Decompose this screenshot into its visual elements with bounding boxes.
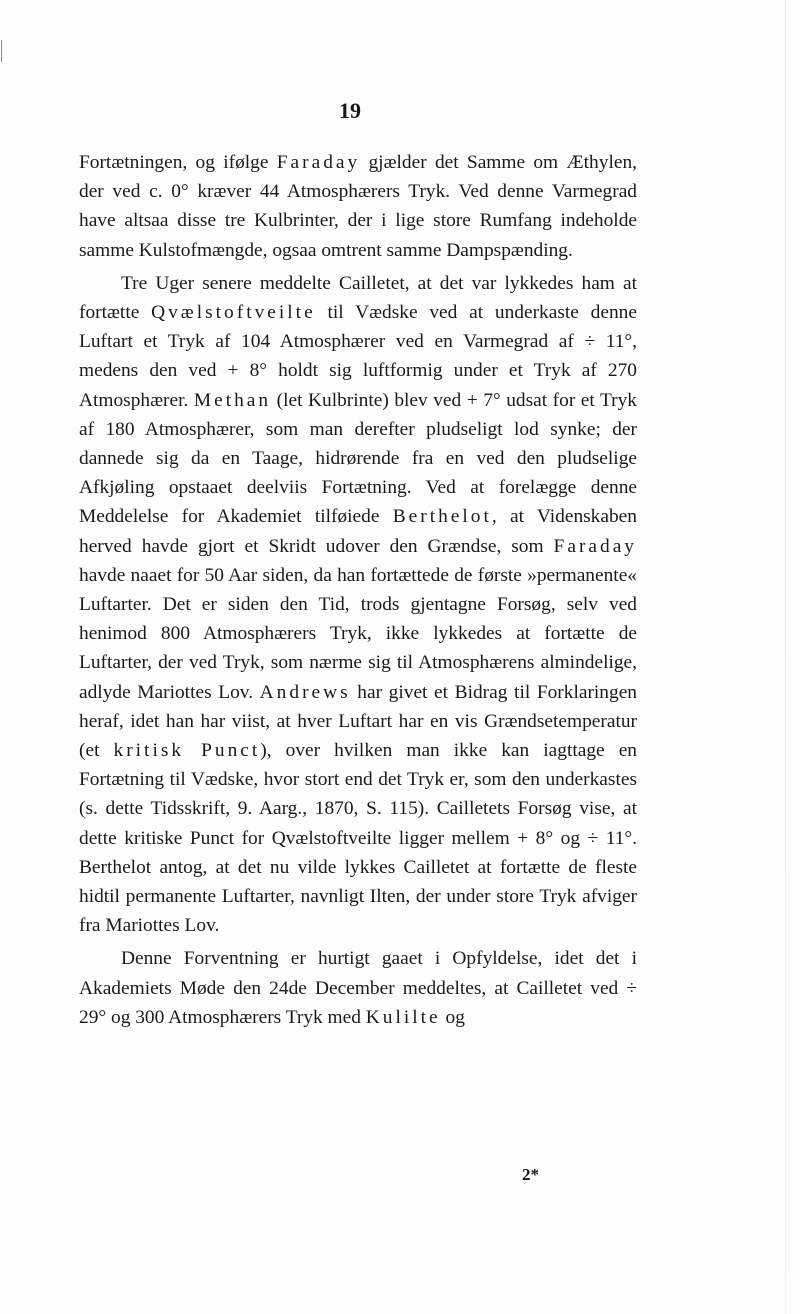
text-run: (let Kulbrinte) blev ved + 7° udsat for et Tryk af 180 Atmosphærer, som man derefter pludseligt lod synke; der dannede sig da en Taage, hidrørende fra en ved den pludselige Afkjøling opstaaet deelviis Fortætning. Ved at forelægge denne Meddelelse for Akademiet tilføiede bbox=[79, 389, 637, 528]
text-run: Fortætningen, og ifølge bbox=[79, 152, 277, 173]
scan-edge-mark bbox=[1, 40, 2, 62]
text-run: havde naaet for 50 Aar siden, da han fortættede de første »permanente« Luftarter. Det er siden den Tid, trods gjentagne Forsøg, selv ved henimod 800 Atmosphærers Tryk, ikke lykkedes at fortætte de Luftarter, der ved Tryk, som nærme sig til Atmosphærens almindelige, adlyde Mariottes Lov. bbox=[79, 564, 637, 703]
page-number: 19 bbox=[339, 98, 361, 123]
emphasized-term: kritisk Punct bbox=[113, 740, 261, 762]
text-run: , at Videnskaben herved havde gjort et Skridt udover den Grændse, som bbox=[79, 506, 637, 557]
text-run: til Vædske ved at underkaste denne Luftart et Tryk af 104 Atmosphærer ved en Varmegrad af ÷ 11°, medens den ved + 8° holdt sig luftformig under et Tryk af 270 Atmosphærer. bbox=[79, 302, 637, 411]
paragraph-1 bbox=[79, 148, 637, 265]
emphasized-term: Berthelot bbox=[392, 506, 492, 528]
paragraph-2 bbox=[79, 269, 637, 941]
page-edge-line bbox=[785, 0, 786, 1314]
emphasized-term: Faraday bbox=[276, 152, 361, 173]
emphasized-term: Qvælstoftveilte bbox=[151, 302, 316, 324]
emphasized-term: Methan bbox=[193, 389, 272, 411]
text-run: og bbox=[440, 1006, 465, 1028]
text-run: ), over hvilken man ikke kan iagttage en Fortætning til Vædske, hvor stort end det Tryk er, som den underkastes (s. dette Tidsskrift, 9. Aarg., 1870, S. 115). Cailletets Forsøg vise, at dette kritiske Punct for Qvælstoftveilte ligger mellem + 8° og ÷ 11°. Berthelot antog, at det nu vilde lykkes Cailletet at fortætte de fleste hidtil permanente Luftarter, navnligt Ilten, der under store Tryk afviger fra Mariottes Lov. bbox=[79, 740, 638, 937]
printer-signature-mark: 2* bbox=[522, 1165, 539, 1184]
text-run: gjælder det Samme om Æthylen, der ved c. 0° kræver 44 Atmosphærers Tryk. Ved denne Varmegrad have altsaa disse tre Kulbrinter, der i lige store Rumfang indeholde samme Kulstofmængde, ogsaa omtrent samme Dampspænding. bbox=[79, 152, 637, 261]
text-run: Denne Forventning er hurtigt gaaet i Opfyldelse, idet det i Akademiets Møde den 24de December meddeltes, at Cailletet ved ÷ 29° og 300 Atmosphærers Tryk med bbox=[79, 948, 637, 1028]
paragraph-3 bbox=[79, 944, 637, 1032]
text-run: Tre Uger senere meddelte Cailletet, at det var lykkedes ham at fortætte bbox=[79, 272, 637, 324]
body-text bbox=[79, 148, 637, 1032]
text-run: har givet et Bidrag til Forklaringen heraf, idet han har viist, at hver Luftart har en vis Grændsetemperatur (et bbox=[79, 681, 637, 762]
emphasized-term: Andrews bbox=[259, 681, 351, 703]
emphasized-term: Kulilte bbox=[365, 1006, 441, 1028]
emphasized-term: Faraday bbox=[553, 535, 637, 557]
